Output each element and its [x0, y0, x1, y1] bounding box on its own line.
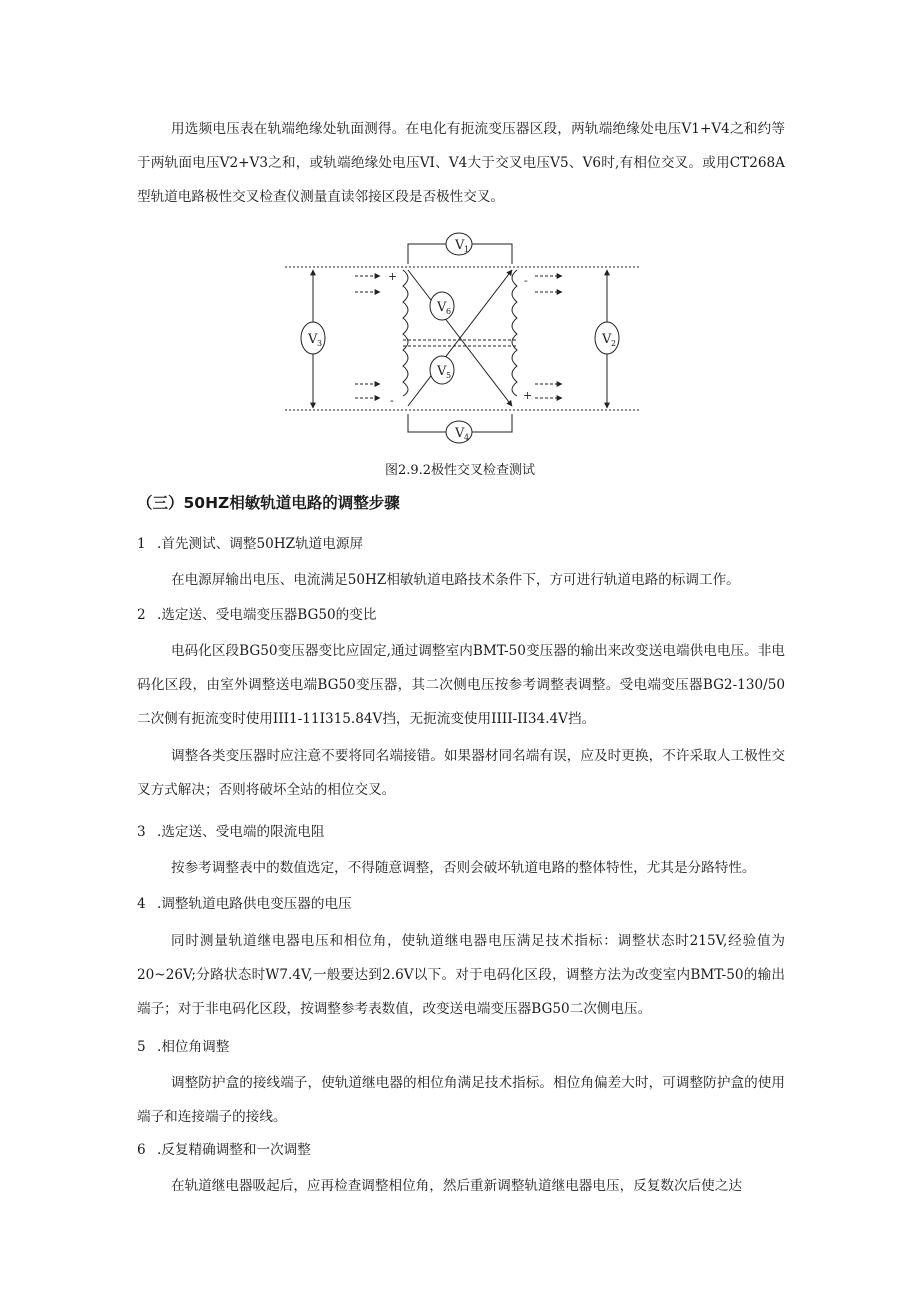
meter-v4-label: V [455, 426, 465, 441]
svg-text:6: 6 [446, 307, 452, 316]
right-transformer-coil [512, 270, 517, 396]
step-3-heading: 3 .选定送、受电端的限流电阻 [137, 824, 325, 840]
meter-v5-label: V [437, 364, 447, 379]
step-1-heading: 1 .首先测试、调整50HZ轨道电源屏 [137, 536, 364, 552]
step-1-paragraph: 在电源屏输出电压、电流满足50HZ相敏轨道电路技术条件下，方可进行轨道电路的标调工作。 [171, 572, 740, 588]
intro-paragraph: 用选频电压表在轨端绝缘处轨面测得。在电化有扼流变压器区段，两轨端绝缘处电压V1+V4之和约等于两轨面电压V2+V3之和，或轨端绝缘处电压VI、V4大于交叉电压V5、V6时,有相位交叉。或用CT268A型轨道电路极性交叉检查仪测量直读邻接区段是否极性交叉。 [137, 121, 785, 205]
section-title: （三）50HZ相敏轨道电路的调整步骤 [137, 494, 400, 512]
step-6-heading: 6 .反复精确调整和一次调整 [137, 1142, 311, 1158]
meter-v6-label: V [437, 300, 447, 315]
polarity-top-left: + [388, 270, 398, 283]
polarity-top-right: - [524, 274, 528, 287]
polarity-bottom-left: - [390, 394, 394, 407]
meter-v3-label: V [308, 332, 318, 347]
svg-text:2: 2 [611, 339, 617, 348]
step-2-paragraph-2: 调整各类变压器时应注意不要将同名端接错。如果器材同名端有误，应及时更换，不许采取人工极性交叉方式解决；否则将破坏全站的相位交叉。 [137, 748, 785, 798]
meter-v1-label: V [455, 238, 465, 253]
polarity-bottom-right: + [523, 389, 533, 402]
step-2-paragraph-1: 电码化区段BG50变压器变比应固定,通过调整室内BMT-50变压器的输出来改变送电端供电电压。非电码化区段，由室外调整送电端BG50变压器，其二次侧电压按参考调整表调整。受电端变压器BG2-130/50二次侧有扼流变时使用III1-11I315.84V挡，无扼流变使用IIII-II34.4V挡。 [137, 643, 785, 727]
svg-text:1: 1 [464, 245, 470, 254]
figure-caption: 图2.9.2极性交叉检查测试 [384, 463, 536, 478]
svg-text:4: 4 [464, 433, 470, 442]
svg-text:3: 3 [317, 339, 323, 348]
step-6-paragraph: 在轨道继电器吸起后，应再检查调整相位角，然后重新调整轨道继电器电压，反复数次后使之达 [171, 1178, 742, 1194]
step-4-heading: 4 .调整轨道电路供电变压器的电压 [137, 896, 352, 912]
meter-v2-label: V [602, 332, 612, 347]
left-transformer-coil [403, 270, 408, 396]
step-3-paragraph: 按参考调整表中的数值选定，不得随意调整，否则会破坏轨道电路的整体特性，尤其是分路特性。 [171, 860, 756, 876]
step-2-heading: 2 .选定送、受电端变压器BG50的变比 [137, 607, 377, 623]
step-5-heading: 5 .相位角调整 [137, 1039, 230, 1055]
polarity-cross-diagram [280, 228, 645, 453]
svg-text:5: 5 [446, 371, 452, 380]
step-5-paragraph: 调整防护盒的接线端子，使轨道继电器的相位角满足技术指标。相位角偏差大时，可调整防护盒的使用端子和连接端子的接线。 [137, 1075, 785, 1125]
step-4-paragraph: 同时测量轨道继电器电压和相位角，使轨道继电器电压满足技术指标：调整状态时215V,经验值为20~26V;分路状态时W7.4V,一般要达到2.6V以下。对于电码化区段，调整方法为改变室内BMT-50的输出端子；对于非电码化区段，按调整参考表数值，改变送电端变压器BG50二次侧电压。 [137, 933, 785, 1017]
